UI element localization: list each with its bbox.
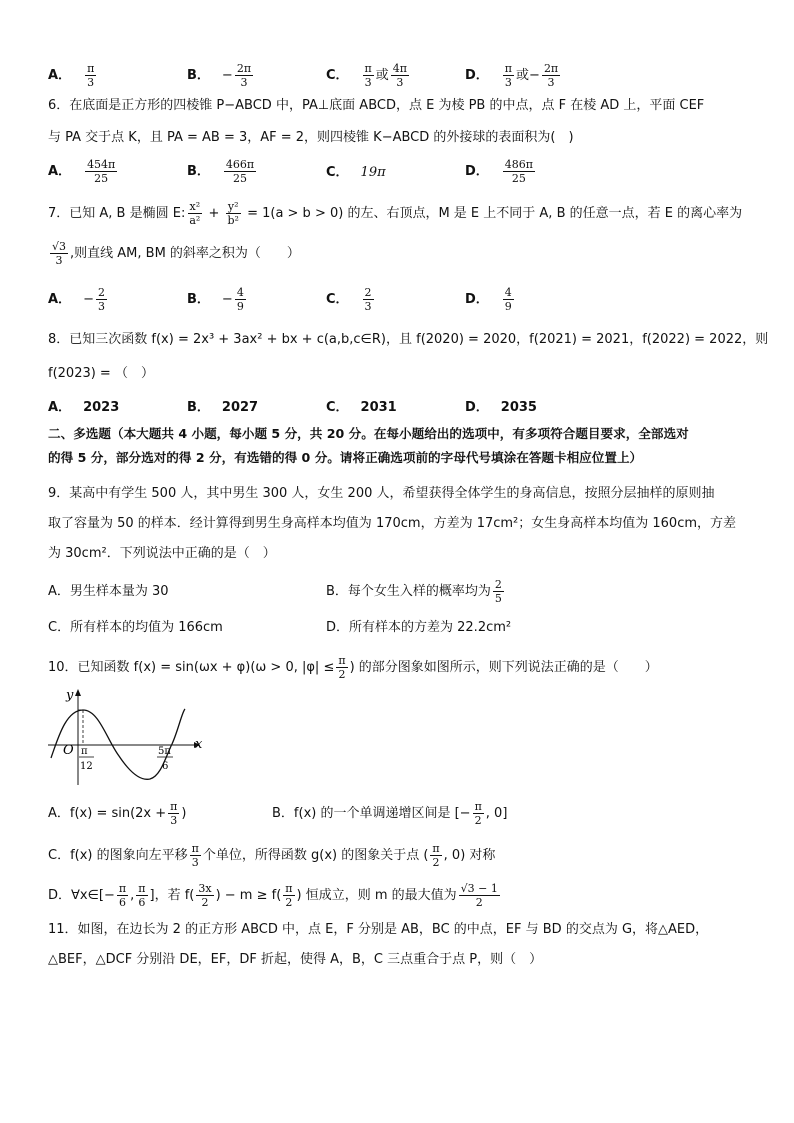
fraction: $\frac{\text{y²}}{\text{b²}}$ <box>227 200 239 227</box>
fraction: $\frac{\pi}{3}$ <box>191 842 199 869</box>
fraction: $\frac{466\pi}{25}$ <box>225 158 255 185</box>
q9-option-b: B．每个女生入样的概率均为 $\frac{2}{5}$ <box>326 578 502 605</box>
q9-stem-line2: 取了容量为 50 的样本．经计算得到男生身高样本均值为 170cm，方差为 17cm²；女生身高样本均值为 160cm，方差 <box>48 516 737 531</box>
q8-option-d: D． 2035 <box>465 400 537 415</box>
q5-option-a <box>48 62 98 89</box>
q6-option-c: C． 19π <box>326 165 386 180</box>
y-axis-arrow <box>75 689 81 696</box>
q6-stem-line1: 6．在底面是正方形的四棱锥 P−ABCD 中，PA⊥底面 ABCD，点 E 为棱 PB 的中点，点 F 在棱 AD 上，平面 CEF <box>48 98 705 113</box>
fraction: $\frac{\pi}{2}$ <box>474 800 482 827</box>
q9-option-c: C．所有样本的均值为 166cm <box>48 620 223 635</box>
fraction: $\frac{486\pi}{25}$ <box>504 158 534 185</box>
q8-option-c: C． 2031 <box>326 400 397 415</box>
q11-stem-line2: △BEF，△DCF 分别沿 DE，EF，DF 折起，使得 A，B，C 三点重合于点 P，则（ ） <box>48 952 543 967</box>
fraction: $\frac{3x}{2}$ <box>198 882 212 909</box>
fraction: $\frac{\pi}{6}$ <box>138 882 146 909</box>
q7-option-b: B． − $\frac{4}{9}$ <box>187 286 244 313</box>
q9-stem-line3: 为 30cm²．下列说法中正确的是（ ） <box>48 546 276 561</box>
fraction: $\frac{2}{3}$ <box>364 286 372 313</box>
q7-option-c: C． $\frac{2}{3}$ <box>326 286 372 313</box>
fraction: $\frac{\pi}{3}$ <box>170 800 178 827</box>
q6-stem-line2: 与 PA 交于点 K，且 PA = AB = 3，AF = 2，则四棱锥 K−ABCD 的外接球的表面积为( ) <box>48 130 574 145</box>
tick-label-pi-12-num: π <box>81 746 88 757</box>
q7-stem-line1: 7．已知 A, B 是椭圆 E: $\frac{\text{x²}}{\text{a²}}$ + $\frac{\text{y²}}{\text{b²}}$ = 1(a > b > 0) 的左、右顶点，M 是 E 上不同于 A, B 的任意一点，若 E 的离心率为 <box>48 200 743 227</box>
option-label: C． <box>326 68 349 83</box>
q10-option-c: C．f(x) 的图象向左平移 $\frac{\pi}{3}$ 个单位，所得函数 g(x) 的图象关于点 ( $\frac{\pi}{2}$ , 0) 对称 <box>48 842 496 869</box>
q10-sine-graph <box>44 686 214 788</box>
fraction: $\frac{4}{9}$ <box>504 286 512 313</box>
option-label: A． <box>48 68 72 83</box>
q5-option-b: B． − $\frac{2\pi}{3}$ <box>187 62 252 89</box>
fraction: $\frac{454\pi}{25}$ <box>87 158 116 185</box>
origin-label: O <box>63 743 74 758</box>
q7-option-d: D． $\frac{4}{9}$ <box>465 286 512 313</box>
fraction: $\frac{\text{x²}}{\text{a²}}$ <box>189 200 201 227</box>
q5-option-d: D． $\frac{\pi}{3}$ 或− $\frac{2\pi}{3}$ <box>465 62 559 89</box>
q8-option-b: B． 2027 <box>187 400 259 415</box>
q10-option-b: B．f(x) 的一个单调递增区间是 [− $\frac{\pi}{2}$ , 0] <box>272 800 508 827</box>
fraction: $\frac{\pi}{2}$ <box>338 654 346 681</box>
fraction: $\frac{√3 - 1}{2}$ <box>460 882 498 909</box>
q10-option-a: A．f(x) = sin(2x + $\frac{\pi}{3}$ ) <box>48 800 187 827</box>
tick-label-5pi-6-den: 6 <box>162 761 169 772</box>
fraction: $\frac{\pi}{3}$ <box>364 62 372 89</box>
q10-stem: 10．已知函数 f(x) = sin(ωx + φ)(ω > 0, |φ| ≤ $\frac{\pi}{2}$ ) 的部分图象如图所示，则下列说法正确的是（ ） <box>48 654 658 681</box>
fraction: $\frac{4}{9}$ <box>236 286 244 313</box>
q9-option-a: A．男生样本量为 30 <box>48 584 169 599</box>
tick-label-5pi-6-num: 5π <box>158 746 171 757</box>
fraction: $\frac{2\pi}{3}$ <box>543 62 559 89</box>
fraction: $\frac{2}{5}$ <box>494 578 502 605</box>
q7-stem-line2: $\frac{√3}{3}$ ,则直线 AM, BM 的斜率之积为（ ） <box>52 240 300 267</box>
fraction: $\frac{\pi}{2}$ <box>285 882 293 909</box>
option-label: D． <box>465 68 489 83</box>
fraction: $\frac{4\pi}{3}$ <box>392 62 408 89</box>
section-heading-line2: 的得 5 分，部分选对的得 2 分，有选错的得 0 分。请将正确选项前的字母代号填涂在答题卡相应位置上） <box>48 450 643 465</box>
q10-option-d: D．∀x∈[− $\frac{\pi}{6}$ , $\frac{\pi}{6}$ ]，若 f( $\frac{3x}{2}$ ) − m ≥ f( $\frac{\pi}{2}$ ) 恒成立，则 m 的最大值为 $\frac{√3 - 1}{2}$ <box>48 882 498 909</box>
q11-stem-line1: 11．如图，在边长为 2 的正方形 ABCD 中，点 E，F 分别是 AB，BC 的中点，EF 与 BD 的交点为 G，将△AED， <box>48 922 709 937</box>
q6-option-b: B． $\frac{466\pi}{25}$ <box>187 158 255 185</box>
section-heading-line1: 二、多选题（本大题共 4 小题，每小题 5 分，共 20 分。在每小题给出的选项中，有多项符合题目要求，全部选对 <box>48 426 689 441</box>
q8-stem-line1: 8．已知三次函数 f(x) = 2x³ + 3ax² + bx + c(a,b,c∈R)，且 f(2020) = 2020，f(2021) = 2021，f(2022) = 2022，则 <box>48 332 769 347</box>
fraction: $\frac{\pi}{2}$ <box>432 842 440 869</box>
q6-option-a: A． $\frac{454\pi}{25}$ <box>48 158 116 185</box>
fraction: $\frac{√3}{3}$ <box>52 240 67 267</box>
q9-stem-line1: 9．某高中有学生 500 人，其中男生 300 人，女生 200 人，希望获得全体学生的身高信息，按照分层抽样的原则抽 <box>48 486 715 501</box>
fraction: $\frac{\pi}{6}$ <box>118 882 127 909</box>
y-axis-label: y <box>66 688 74 703</box>
fraction: $\frac{\pi}{3}$ <box>87 62 95 89</box>
option-label: B． <box>187 68 210 83</box>
q7-option-a: A． − $\frac{2}{3}$ <box>48 286 105 313</box>
q8-stem-line2: f(2023) = （ ） <box>48 366 154 381</box>
q9-option-d: D．所有样本的方差为 22.2cm² <box>326 620 512 635</box>
fraction: $\frac{2\pi}{3}$ <box>236 62 252 89</box>
tick-label-pi-12-den: 12 <box>80 761 93 772</box>
q5-option-c: C． $\frac{\pi}{3}$ 或 $\frac{4\pi}{3}$ <box>326 62 408 89</box>
q8-option-a: A． 2023 <box>48 400 120 415</box>
fraction: $\frac{2}{3}$ <box>97 286 105 313</box>
q6-option-d: D． $\frac{486\pi}{25}$ <box>465 158 534 185</box>
fraction: $\frac{\pi}{3}$ <box>504 62 513 89</box>
x-axis-label: x <box>195 737 203 752</box>
